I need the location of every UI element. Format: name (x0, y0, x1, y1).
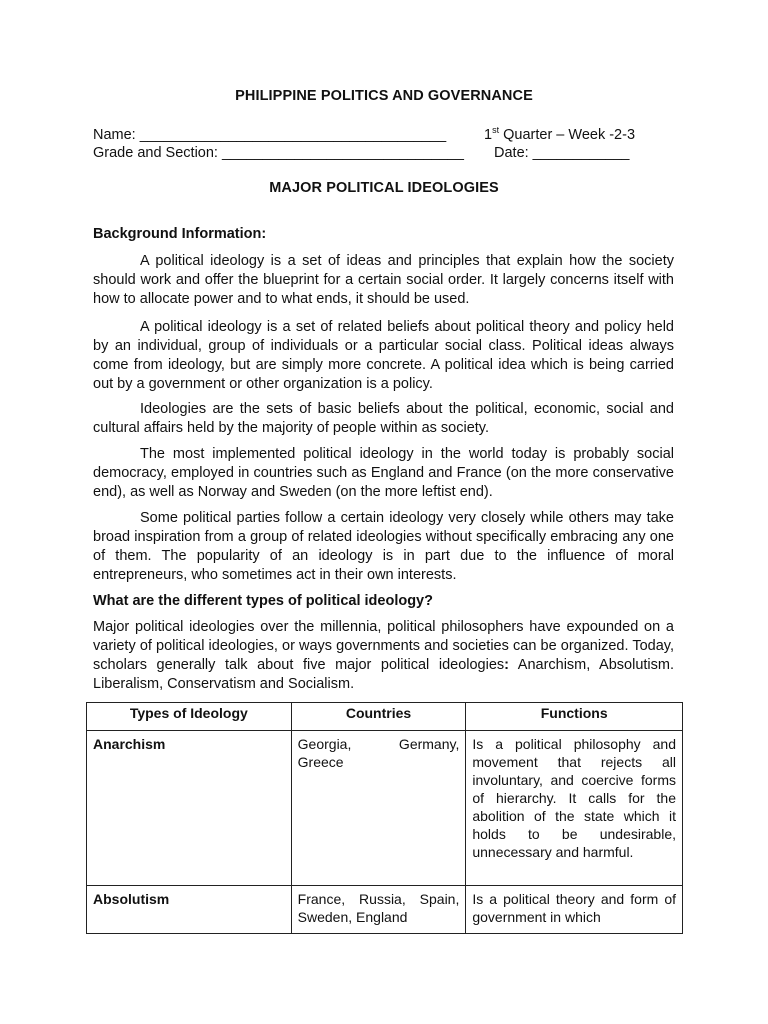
types-intro-paragraph (93, 618, 674, 694)
paragraph-3: Ideologies are the sets of basic beliefs about the political, economic, social and cultural affairs held by the majority of people within as society. (93, 401, 674, 436)
date-field-label: Date: ____________ (494, 145, 630, 161)
paragraph-4: The most implemented political ideology in the world today is probably social democracy, employed in countries such as England and France (on the more conservative end), as well as Norway and Sweden (on the more leftist end). (93, 446, 674, 500)
types-intro-main: Major political ideologies over the millennia, political philosophers have expounded on a variety of political ideologies, or ways governments and societies can be organized. Today, scholars generally talk about five major political ideologies (93, 619, 674, 673)
course-title: PHILIPPINE POLITICS AND GOVERNANCE (235, 88, 533, 104)
paragraph-5: Some political parties follow a certain ideology very closely while others may take broad inspiration from a group of related ideologies without specifically embracing any one of them. The popularity of an ideology is in part due to the influence of moral entrepreneurs, who sometimes act in their own interests. (93, 510, 674, 583)
types-question-heading: What are the different types of political ideology? (93, 593, 433, 609)
header-countries: Countries (291, 703, 466, 731)
paragraph-2: A political ideology is a set of related beliefs about political theory and policy held by an individual, group of individuals or a particular social class. Political ideas always come from ideology, but are simply more concrete. A political idea which is being carried out by a government or other organization is a policy. (93, 319, 674, 392)
header-functions: Functions (466, 703, 683, 731)
table-header-row (87, 703, 683, 731)
quarter-week-text: Quarter – Week -2-3 (499, 127, 636, 143)
functions-cell: Is a political theory and form of government in which (466, 886, 683, 934)
table-row (87, 886, 683, 934)
background-heading: Background Information: (93, 226, 267, 242)
countries-cell: France, Russia, Spain, Sweden, England (291, 886, 466, 934)
quarter-label (484, 127, 635, 143)
name-field-label: Name: ______________________________________ (93, 127, 447, 143)
type-cell: Absolutism (87, 886, 292, 934)
types-intro-list: Anarchism, Absolutism. Liberalism, Conservatism and Socialism. (93, 657, 675, 692)
quarter-number: 1 (484, 127, 493, 143)
type-cell: Anarchism (87, 731, 292, 886)
quarter-ordinal-suffix: st (492, 125, 500, 136)
table-row (87, 731, 683, 886)
ideology-table (86, 702, 683, 934)
functions-cell: Is a political philosophy and movement that rejects all involuntary, and coercive forms of hierarchy. It calls for the abolition of the state which it holds to be undesirable, unnecessary and harmful. (466, 731, 683, 886)
countries-cell: Georgia, Germany, Greece (291, 731, 466, 886)
paragraph-1: A political ideology is a set of ideas and principles that explain how the society should work and offer the blueprint for a certain social order. It largely concerns itself with how to allocate power and to what ends, it should be used. (93, 253, 674, 307)
grade-section-field-label: Grade and Section: ______________________________ (93, 145, 464, 161)
header-types-of-ideology: Types of Ideology (87, 703, 292, 731)
types-intro-colon: : (504, 657, 509, 673)
lesson-title: MAJOR POLITICAL IDEOLOGIES (269, 180, 499, 196)
